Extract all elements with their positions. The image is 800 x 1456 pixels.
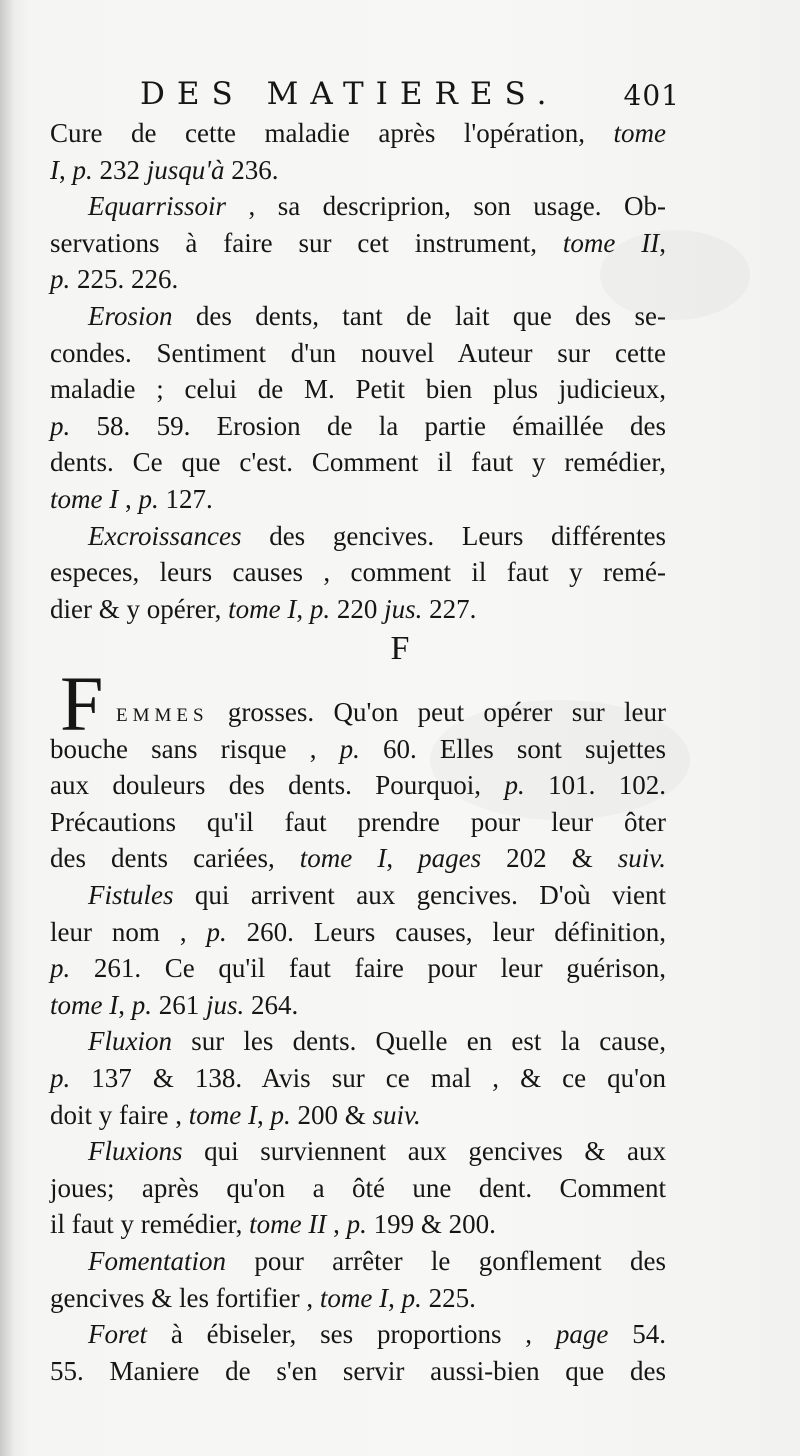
page-gutter-shadow [0,0,14,1456]
text-line: p. 58. 59. Erosion de la partie émaillée des [50,410,666,441]
text-line: p. 225. 226. [50,264,179,295]
text-line: Fomentation pour arrêter le gonflement des [88,1245,666,1276]
text-line: Excroissances des gencives. Leurs différentes [88,520,666,551]
text-line: especes, leurs causes , comment il faut y remé- [50,557,666,588]
index-entries-f [50,694,666,1389]
text-line: dier & y opérer, tome I, p. 220 jus. 227. [50,593,477,624]
text-line: Cure de cette maladie après l'opération, tome [50,118,666,148]
text-line: Equarrissoir , sa descriprion, son usage. Ob- [88,191,666,222]
text-line: bouche sans risque , p. 60. Elles sont sujettes [50,733,666,764]
text-line: des dents cariées, tome I, pages 202 & suiv. [50,843,666,874]
text-line: 55. Maniere de s'en servir aussi-bien que des [50,1355,666,1386]
index-entries-e [50,115,666,627]
text-line: leur nom , p. 260. Leurs causes, leur définition, [50,916,666,947]
running-header [140,72,680,116]
text-line: Fluxions qui surviennent aux gencives & aux [88,1136,666,1167]
section-letter: F [390,630,410,667]
text-line: EMMES grosses. Qu'on peut opérer sur leur [116,697,666,727]
text-line: Précautions qu'il faut prendre pour leur ôter [50,806,666,837]
page-number: 401 [623,79,680,112]
text-line: condes. Sentiment d'un nouvel Auteur sur cette [50,337,666,368]
drop-cap: F [60,660,104,747]
header-title: DES MATIERES. [140,76,559,112]
text-line: I, p. 232 jusqu'à 236. [50,154,279,185]
text-line: Fluxion sur les dents. Quelle en est la cause, [88,1026,666,1057]
text-line: Erosion des dents, tant de lait que des se- [88,300,666,331]
text-line: p. 137 & 138. Avis sur ce mal , & ce qu'on [50,1062,666,1093]
text-line: tome I , p. 127. [50,483,213,514]
text-line: aux douleurs des dents. Pourquoi, p. 101. 102. [50,770,666,801]
text-line: Fistules qui arrivent aux gencives. D'où vient [88,879,666,910]
text-line: p. 261. Ce qu'il faut faire pour leur guérison, [50,953,666,984]
text-line: joues; après qu'on a ôté une dent. Comment [50,1172,666,1203]
text-line: maladie ; celui de M. Petit bien plus judicieux, [50,374,666,405]
text-line: servations à faire sur cet instrument, tome II, [50,227,667,258]
text-line: il faut y remédier, tome II , p. 199 & 200. [50,1209,496,1240]
text-line: gencives & les fortifier , tome I, p. 225. [50,1282,476,1313]
text-line: dents. Ce que c'est. Comment il faut y remédier, [50,447,666,478]
text-line: tome I, p. 261 jus. 264. [50,989,299,1020]
text-line: Foret à ébiseler, ses proportions , page 54. [88,1319,667,1350]
text-line: doit y faire , tome I, p. 200 & suiv. [50,1099,421,1130]
